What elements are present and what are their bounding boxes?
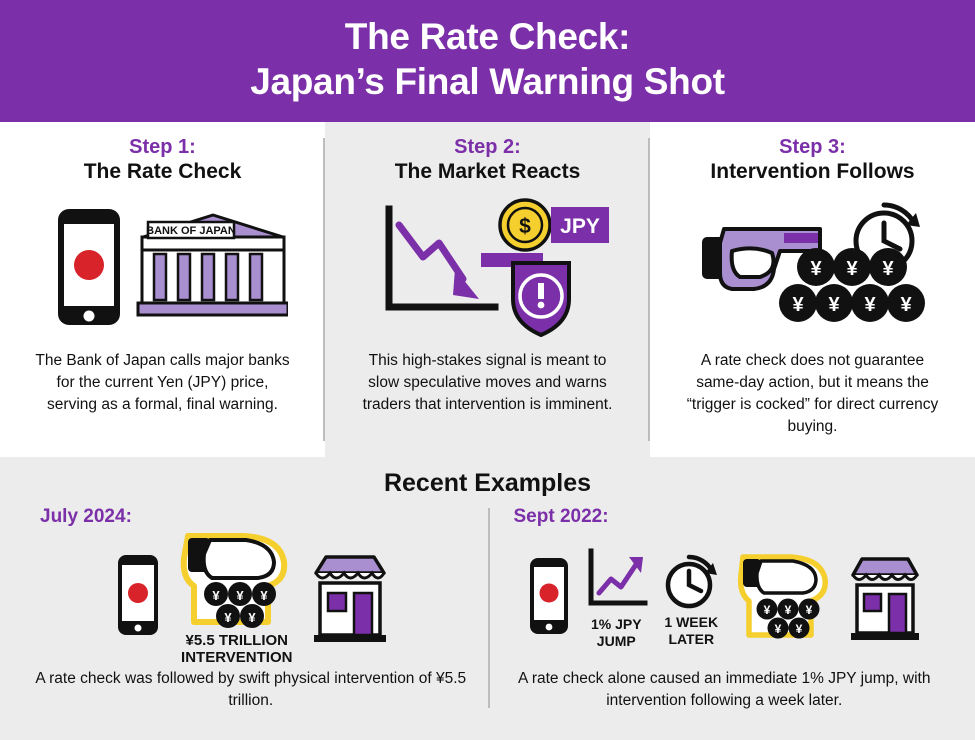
example-1-phone (110, 549, 166, 645)
example-2-hand-coins (731, 551, 839, 643)
example-1-caption-line1: ¥5.5 TRILLION (185, 632, 289, 649)
storefront-icon (308, 549, 392, 645)
svg-text:¥: ¥ (791, 293, 804, 316)
svg-text:¥: ¥ (899, 293, 912, 316)
example-1-hand-coins (172, 528, 302, 667)
smartphone-japan-flag-icon (523, 552, 575, 642)
svg-text:$: $ (518, 214, 531, 238)
svg-text:¥: ¥ (763, 603, 771, 618)
step-3-title: Intervention Follows (710, 160, 915, 184)
svg-text:¥: ¥ (224, 610, 232, 625)
page-title-line2: Japan’s Final Warning Shot (250, 61, 725, 103)
page-title (0, 14, 975, 104)
bank-of-japan-building-icon (138, 215, 288, 315)
step-card-1 (0, 122, 325, 457)
example-2-caption-2-line1: 1 WEEK (664, 613, 719, 630)
svg-text:JPY: JPY (559, 214, 600, 238)
step-2-label: Step 2: (454, 136, 521, 159)
example-2-phone (523, 552, 575, 642)
examples-row (0, 506, 975, 711)
recent-examples-title: Recent Examples (383, 469, 592, 498)
step-3-label: Step 3: (779, 136, 846, 159)
step-3-description: A rate check does not guarantee same-day action, but it means the “trigger is cocked” for direct currency buying. (686, 352, 939, 436)
step-1-description: The Bank of Japan calls major banks for the current Yen (JPY) price, serving as a formal, final warning. (35, 352, 290, 414)
example-2-art (506, 532, 944, 662)
example-2-caption-2-line2: LATER (668, 631, 715, 648)
step-3-art (688, 192, 938, 342)
svg-text:¥: ¥ (784, 603, 792, 618)
step-card-3 (650, 122, 975, 457)
examples-divider (488, 508, 490, 707)
step-1-label: Step 1: (129, 136, 196, 159)
example-2-label: Sept 2022: (513, 506, 609, 528)
step-2-art (363, 192, 613, 342)
header-banner (0, 0, 975, 122)
page-title-line1: The Rate Check: (344, 16, 631, 57)
step-card-2 (325, 122, 650, 457)
step-2-description: This high-stakes signal is meant to slow speculative moves and warns traders that intervention is imminent. (362, 352, 613, 414)
svg-text:¥: ¥ (212, 588, 220, 603)
svg-text:¥: ¥ (260, 588, 268, 603)
svg-text:¥: ¥ (809, 257, 822, 280)
clock-icon (657, 547, 725, 613)
recent-examples-section (0, 457, 975, 740)
example-1-label: July 2024: (40, 506, 132, 528)
example-1-caption-line2: INTERVENTION (181, 649, 293, 667)
hand-yen-coins-icon (172, 528, 302, 632)
step-1-art (38, 192, 288, 342)
example-sept-2022 (488, 506, 962, 711)
example-2-caption-1-line2: JUMP (596, 633, 636, 650)
example-1-store (308, 549, 392, 645)
step-2-title: The Market Reacts (394, 160, 581, 184)
steps-row (0, 122, 975, 457)
example-2-caption-1-line1: 1% JPY (590, 615, 642, 632)
warning-shield-icon (513, 263, 569, 335)
svg-text:¥: ¥ (236, 588, 244, 603)
yen-coin-stack-icon (779, 248, 925, 322)
example-2-chart (581, 545, 651, 650)
svg-text:BANK OF JAPAN: BANK OF JAPAN (145, 225, 236, 238)
svg-text:¥: ¥ (774, 622, 782, 637)
example-july-2024 (14, 506, 488, 711)
step-1-title: The Rate Check (83, 160, 242, 184)
example-2-store (845, 551, 925, 643)
smartphone-japan-flag-icon (58, 209, 120, 325)
svg-text:¥: ¥ (795, 622, 803, 637)
svg-text:¥: ¥ (863, 293, 876, 316)
jpy-coin-icon (500, 200, 550, 250)
hand-yen-coins-icon (731, 551, 839, 643)
svg-text:¥: ¥ (827, 293, 840, 316)
example-2-clock (657, 547, 725, 648)
jpy-label-badge (551, 207, 609, 243)
storefront-icon (845, 551, 925, 643)
smartphone-japan-flag-icon (110, 549, 166, 645)
svg-text:¥: ¥ (845, 257, 858, 280)
svg-text:¥: ¥ (881, 257, 894, 280)
svg-text:¥: ¥ (805, 603, 813, 618)
rising-chart-icon (581, 545, 651, 615)
example-1-description: A rate check was followed by swift physical intervention of ¥5.5 trillion. (35, 670, 467, 709)
example-1-art (32, 532, 470, 667)
svg-text:¥: ¥ (248, 610, 256, 625)
falling-chart-icon (389, 209, 495, 307)
example-2-description: A rate check alone caused an immediate 1% JPY jump, with intervention following a week later. (518, 670, 931, 709)
